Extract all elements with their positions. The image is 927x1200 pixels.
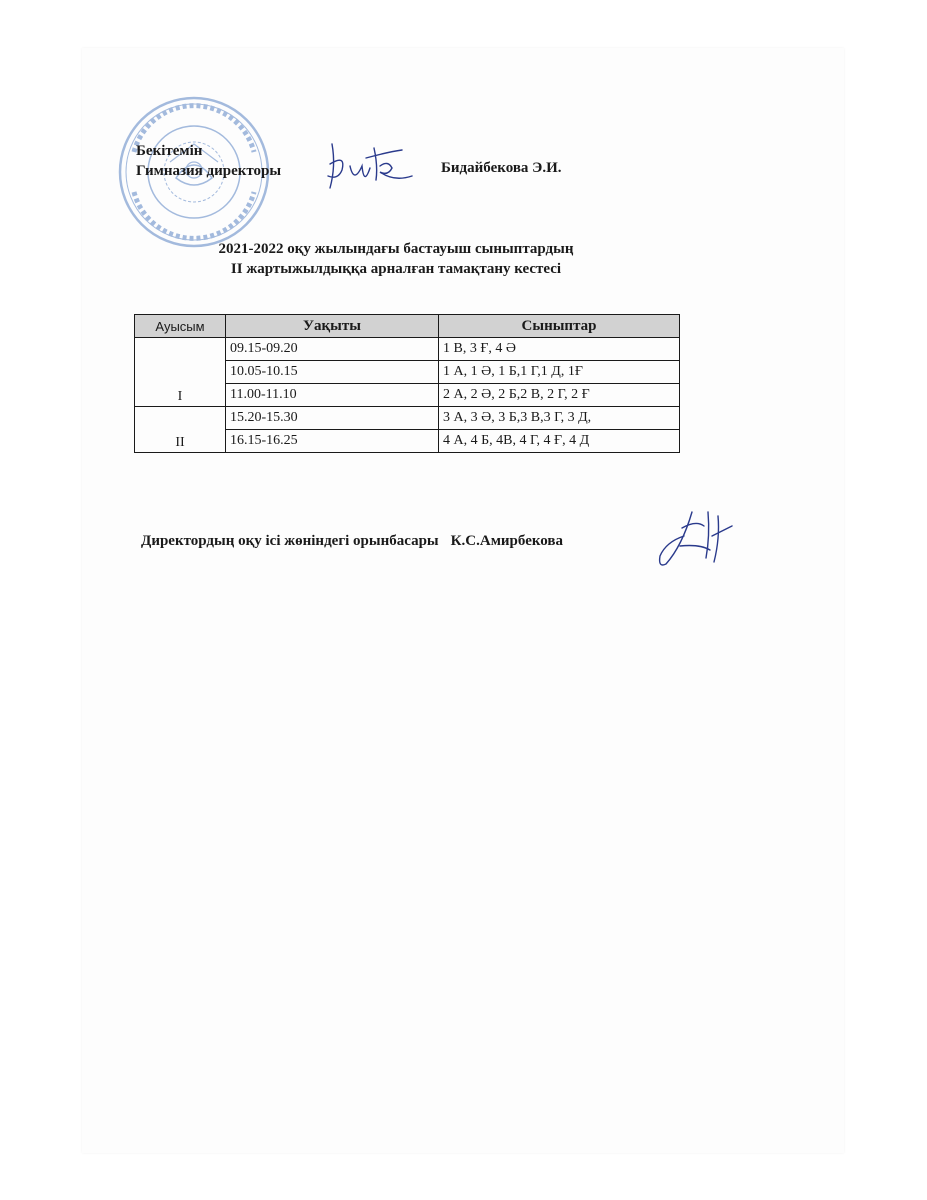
time-cell: 15.20-15.30 <box>226 407 439 430</box>
time-cell: 16.15-16.25 <box>226 430 439 453</box>
classes-cell: 4 А, 4 Б, 4В, 4 Г, 4 Ғ, 4 Д <box>439 430 680 453</box>
title-line2: II жартыжылдыққа арналған тамақтану кестесі <box>230 261 562 277</box>
header-shift: Ауысым <box>135 315 226 338</box>
table-row <box>135 338 680 361</box>
document-title <box>120 239 672 279</box>
table-header-row <box>135 315 680 338</box>
shift-cell: I <box>135 338 226 407</box>
deputy-name: К.С.Амирбекова <box>450 533 564 549</box>
director-name: Бидайбекова Э.И. <box>441 160 562 176</box>
deputy-position: Директордың оқу ісі жөніндегі орынбасары <box>141 533 439 549</box>
classes-cell: 3 А, 3 Ә, 3 Б,3 В,3 Г, 3 Д, <box>439 407 680 430</box>
time-cell: 10.05-10.15 <box>226 361 439 384</box>
approval-block <box>136 141 281 181</box>
classes-cell: 1 В, 3 Ғ, 4 Ә <box>439 338 680 361</box>
approval-line1: Бекітемін <box>136 143 203 159</box>
meal-schedule-table <box>134 314 680 453</box>
header-classes: Сыныптар <box>439 315 680 338</box>
header-time: Уақыты <box>226 315 439 338</box>
director-signature <box>318 136 418 196</box>
title-line1: 2021-2022 оқу жылындағы бастауыш сыныптардың <box>218 241 574 257</box>
time-cell: 11.00-11.10 <box>226 384 439 407</box>
deputy-signature-line <box>141 533 563 550</box>
shift-cell: II <box>135 407 226 453</box>
table-row <box>135 407 680 430</box>
classes-cell: 2 А, 2 Ә, 2 Б,2 В, 2 Г, 2 Ғ <box>439 384 680 407</box>
time-cell: 09.15-09.20 <box>226 338 439 361</box>
approval-line2: Гимназия директоры <box>136 163 282 179</box>
classes-cell: 1 А, 1 Ә, 1 Б,1 Г,1 Д, 1Ғ <box>439 361 680 384</box>
deputy-signature <box>652 506 736 572</box>
